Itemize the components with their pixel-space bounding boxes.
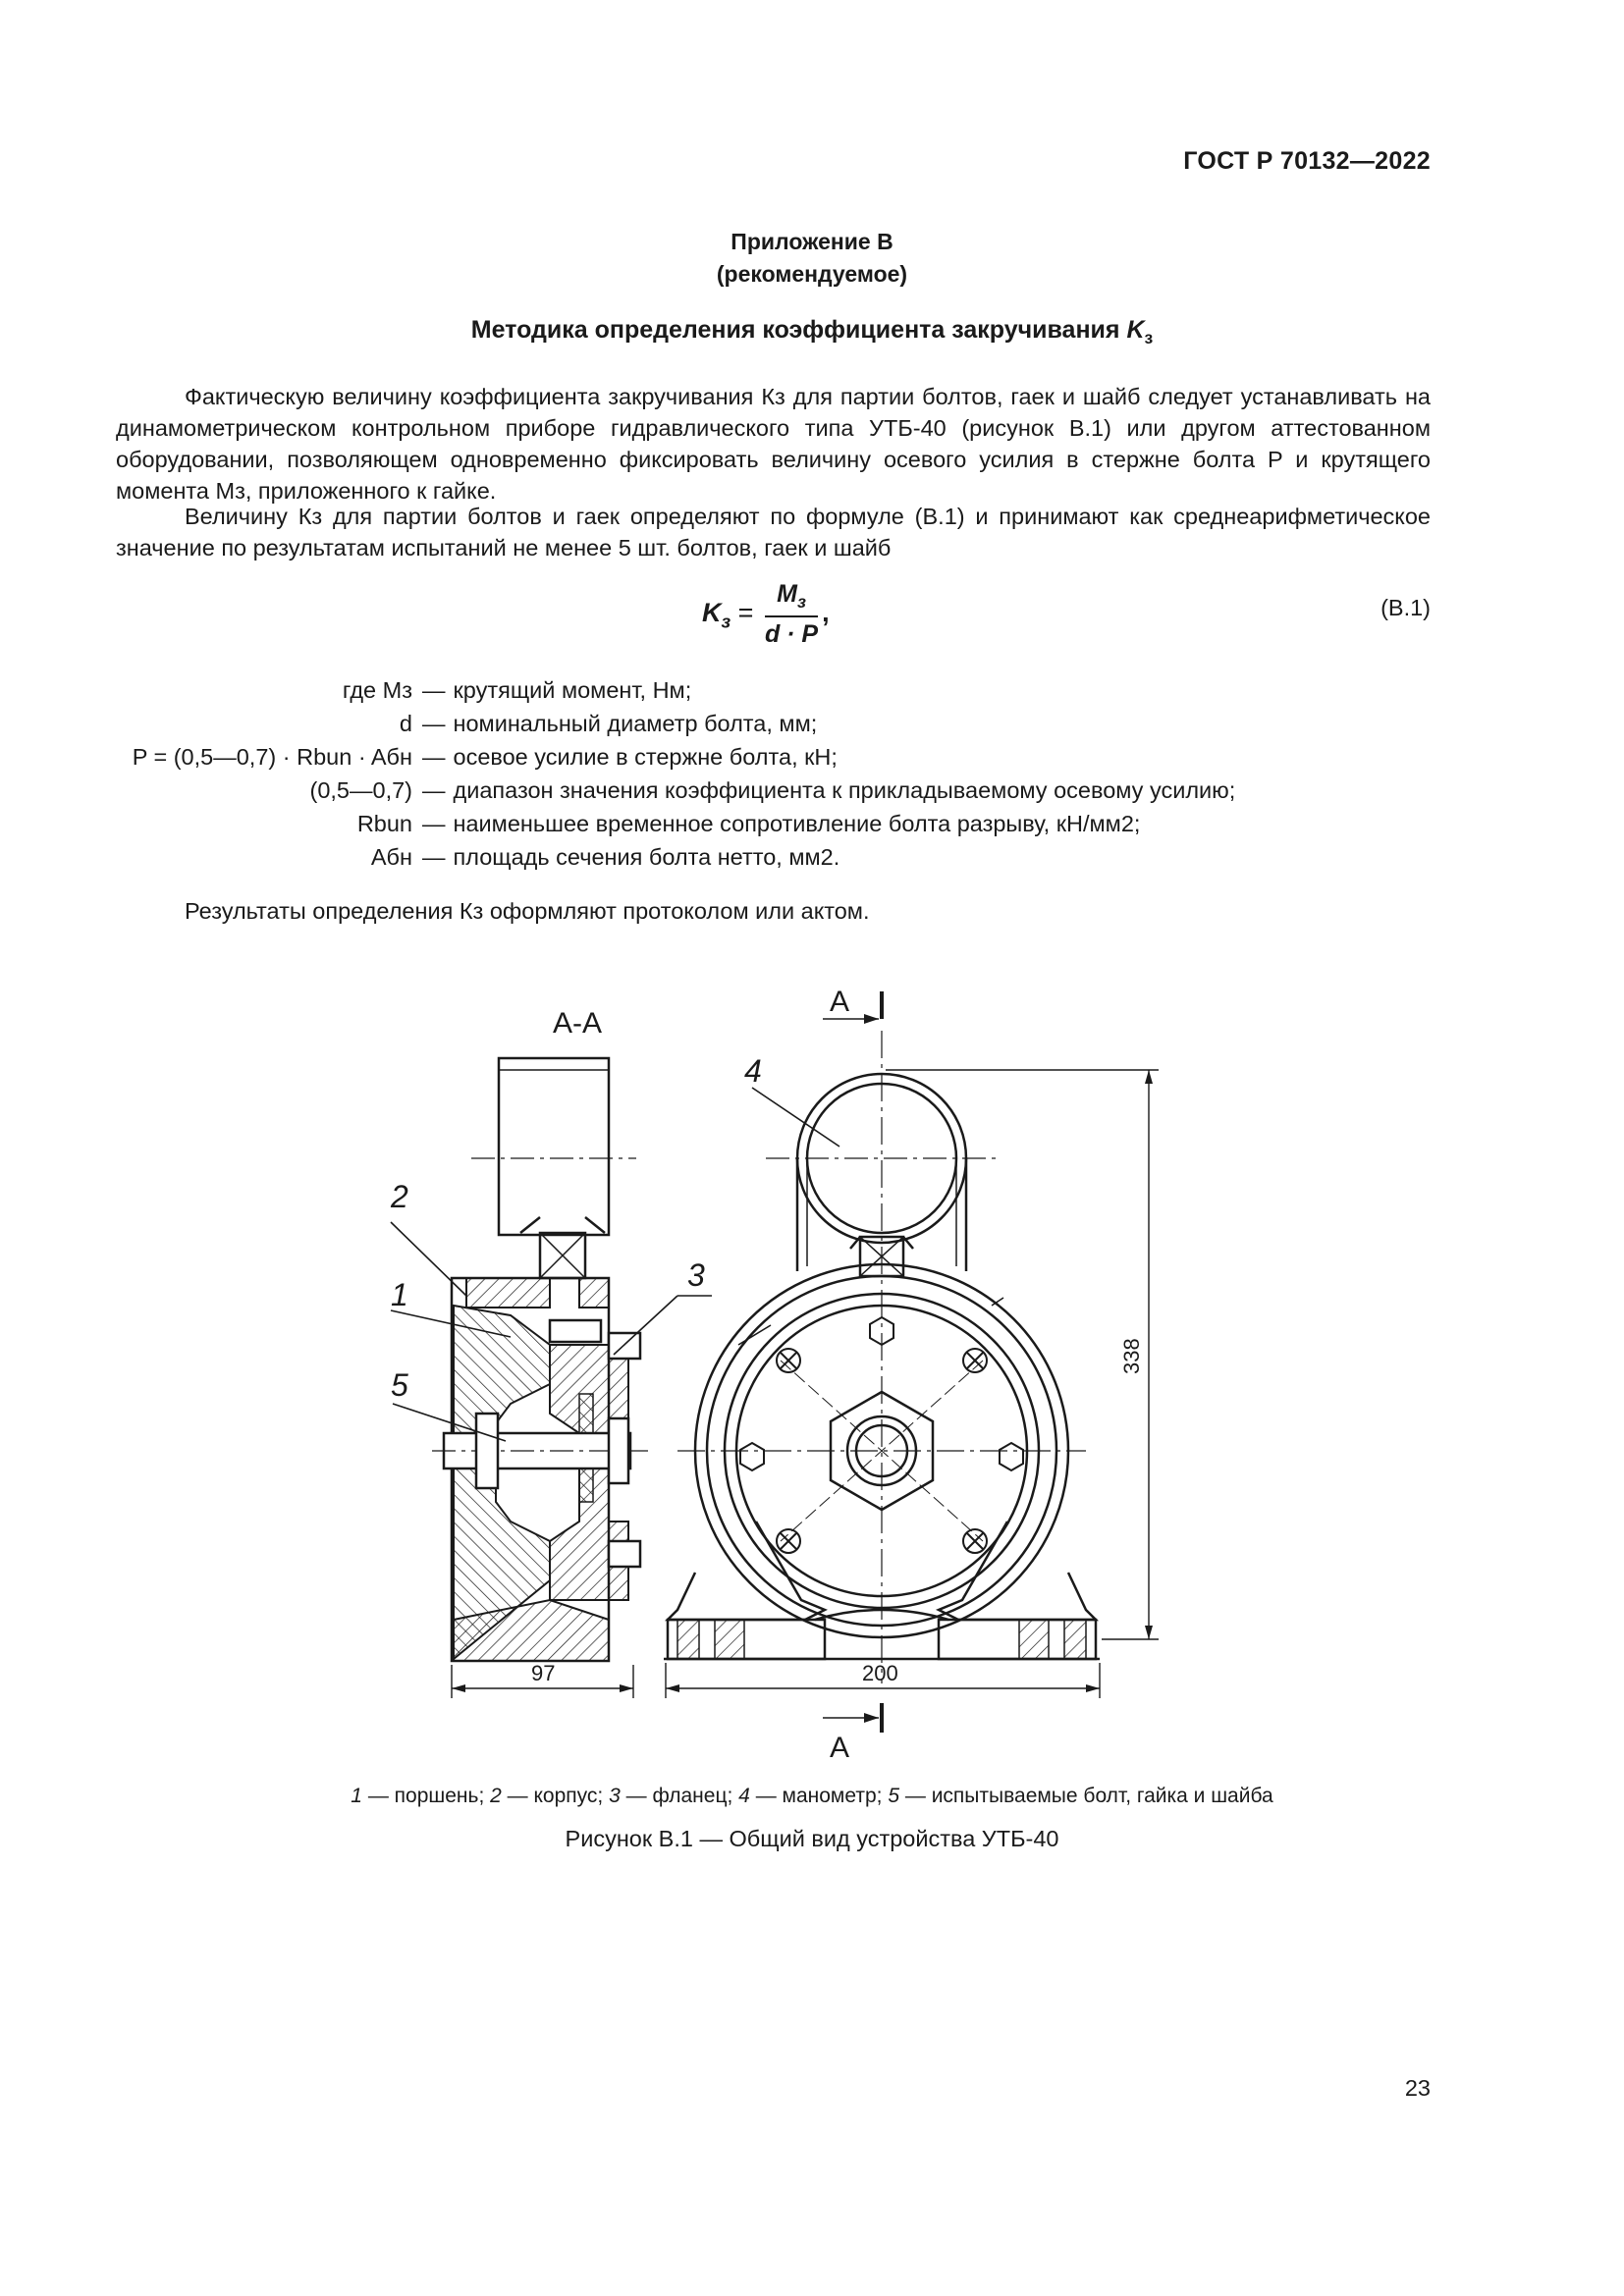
cut-label-top: А bbox=[830, 986, 850, 1018]
definition-row: Aбн — площадь сечения болта нетто, мм2. bbox=[116, 840, 1235, 874]
definition-row: Rbun — наименьшее временное сопротивление болта разрыву, кН/мм2; bbox=[116, 807, 1235, 840]
part-label-4: 4 bbox=[744, 1053, 762, 1089]
dimension-width-front: 200 bbox=[862, 1661, 898, 1685]
definition-row: (0,5—0,7) — диапазон значения коэффициента к прикладываемому осевому усилию; bbox=[116, 774, 1235, 807]
formula-denominator: d · P bbox=[764, 620, 819, 648]
part-label-2: 2 bbox=[391, 1179, 408, 1214]
definition-row: P = (0,5—0,7) · Rbun · Aбн — осевое усилие в стержне болта, кН; bbox=[116, 740, 1235, 774]
page-number: 23 bbox=[1404, 2075, 1431, 2101]
definition-symbol: d bbox=[399, 711, 412, 736]
definition-row: где Mз — крутящий момент, Нм; bbox=[116, 673, 1235, 707]
page-title: Методика определения коэффициента закручивания $K_з$ bbox=[470, 316, 1154, 347]
definition-row: d — номинальный диаметр болта, мм; bbox=[116, 707, 1235, 740]
definition-text: осевое усилие в стержне болта, кН; bbox=[453, 744, 838, 770]
definition-symbol: P = (0,5—0,7) · Rbun · Aбн bbox=[132, 744, 412, 770]
cut-label-bottom: А bbox=[830, 1732, 850, 1757]
section-label: А-А bbox=[553, 1007, 603, 1040]
formula-b1: $K_з$ = $\frac{M_з}{d \cdot P}$ , bbox=[702, 580, 830, 648]
definition-symbol: (0,5—0,7) bbox=[309, 777, 412, 803]
definition-symbol: где Mз bbox=[342, 677, 412, 703]
figure-legend: 1 — поршень; 2 — корпус; 3 — фланец; 4 — манометр; 5 — испытываемые болт, гайка и шайба bbox=[351, 1785, 1273, 1807]
appendix-heading bbox=[0, 226, 1624, 291]
part-label-1: 1 bbox=[391, 1277, 408, 1312]
title-text: Методика определения коэффициента закручивания bbox=[470, 316, 1120, 344]
dimension-height: 338 bbox=[1119, 1338, 1144, 1374]
part-label-3: 3 bbox=[687, 1257, 705, 1293]
definition-text: крутящий момент, Нм; bbox=[453, 677, 692, 703]
dimension-width-side: 97 bbox=[531, 1661, 556, 1685]
equation-number: (В.1) bbox=[1380, 595, 1431, 620]
paragraph-1: Фактическую величину коэффициента закручивания Кз для партии болтов, гаек и шайб следует устанавливать на динамометрическом контрольном приборе гидравлического типа УТБ-40 (рисунок В.1) или другом аттестованном оборудовании, позволяющем одновременно фиксировать величину осевого усилия в стержне болта P и крутящего момента Mз, приложенного к гайке. bbox=[116, 384, 1431, 504]
appendix-label: Приложение В bbox=[731, 229, 893, 254]
result-text: Результаты определения Кз оформляют протоколом или актом. bbox=[185, 898, 870, 924]
definition-text: диапазон значения коэффициента к прикладываемому осевому усилию; bbox=[453, 777, 1236, 803]
standard-number: ГОСТ Р 70132—2022 bbox=[1183, 147, 1431, 175]
formula-fraction: $\frac{M_з}{d \cdot P}$ bbox=[764, 580, 819, 648]
front-view bbox=[664, 986, 1159, 1757]
appendix-type: (рекомендуемое) bbox=[716, 261, 908, 287]
formula-lhs: K bbox=[702, 598, 722, 628]
definition-symbol: Aбн bbox=[370, 844, 412, 870]
formula-numerator: M bbox=[777, 580, 797, 608]
figure-caption: Рисунок В.1 — Общий вид устройства УТБ-40 bbox=[565, 1826, 1059, 1851]
part-label-5: 5 bbox=[391, 1367, 408, 1403]
definition-text: номинальный диаметр болта, мм; bbox=[453, 711, 818, 736]
definition-text: наименьшее временное сопротивление болта разрыву, кН/мм2; bbox=[453, 811, 1141, 836]
paragraph-2: Величину Кз для партии болтов и гаек определяют по формуле (В.1) и принимают как среднеарифметическое значение по результатам испытаний не менее 5 шт. болтов, гаек и шайб bbox=[116, 504, 1431, 561]
definitions-list bbox=[116, 673, 1235, 874]
definition-text: площадь сечения болта нетто, мм2. bbox=[453, 844, 840, 870]
device-drawing bbox=[0, 972, 1624, 1757]
definition-symbol: Rbun bbox=[356, 811, 412, 836]
